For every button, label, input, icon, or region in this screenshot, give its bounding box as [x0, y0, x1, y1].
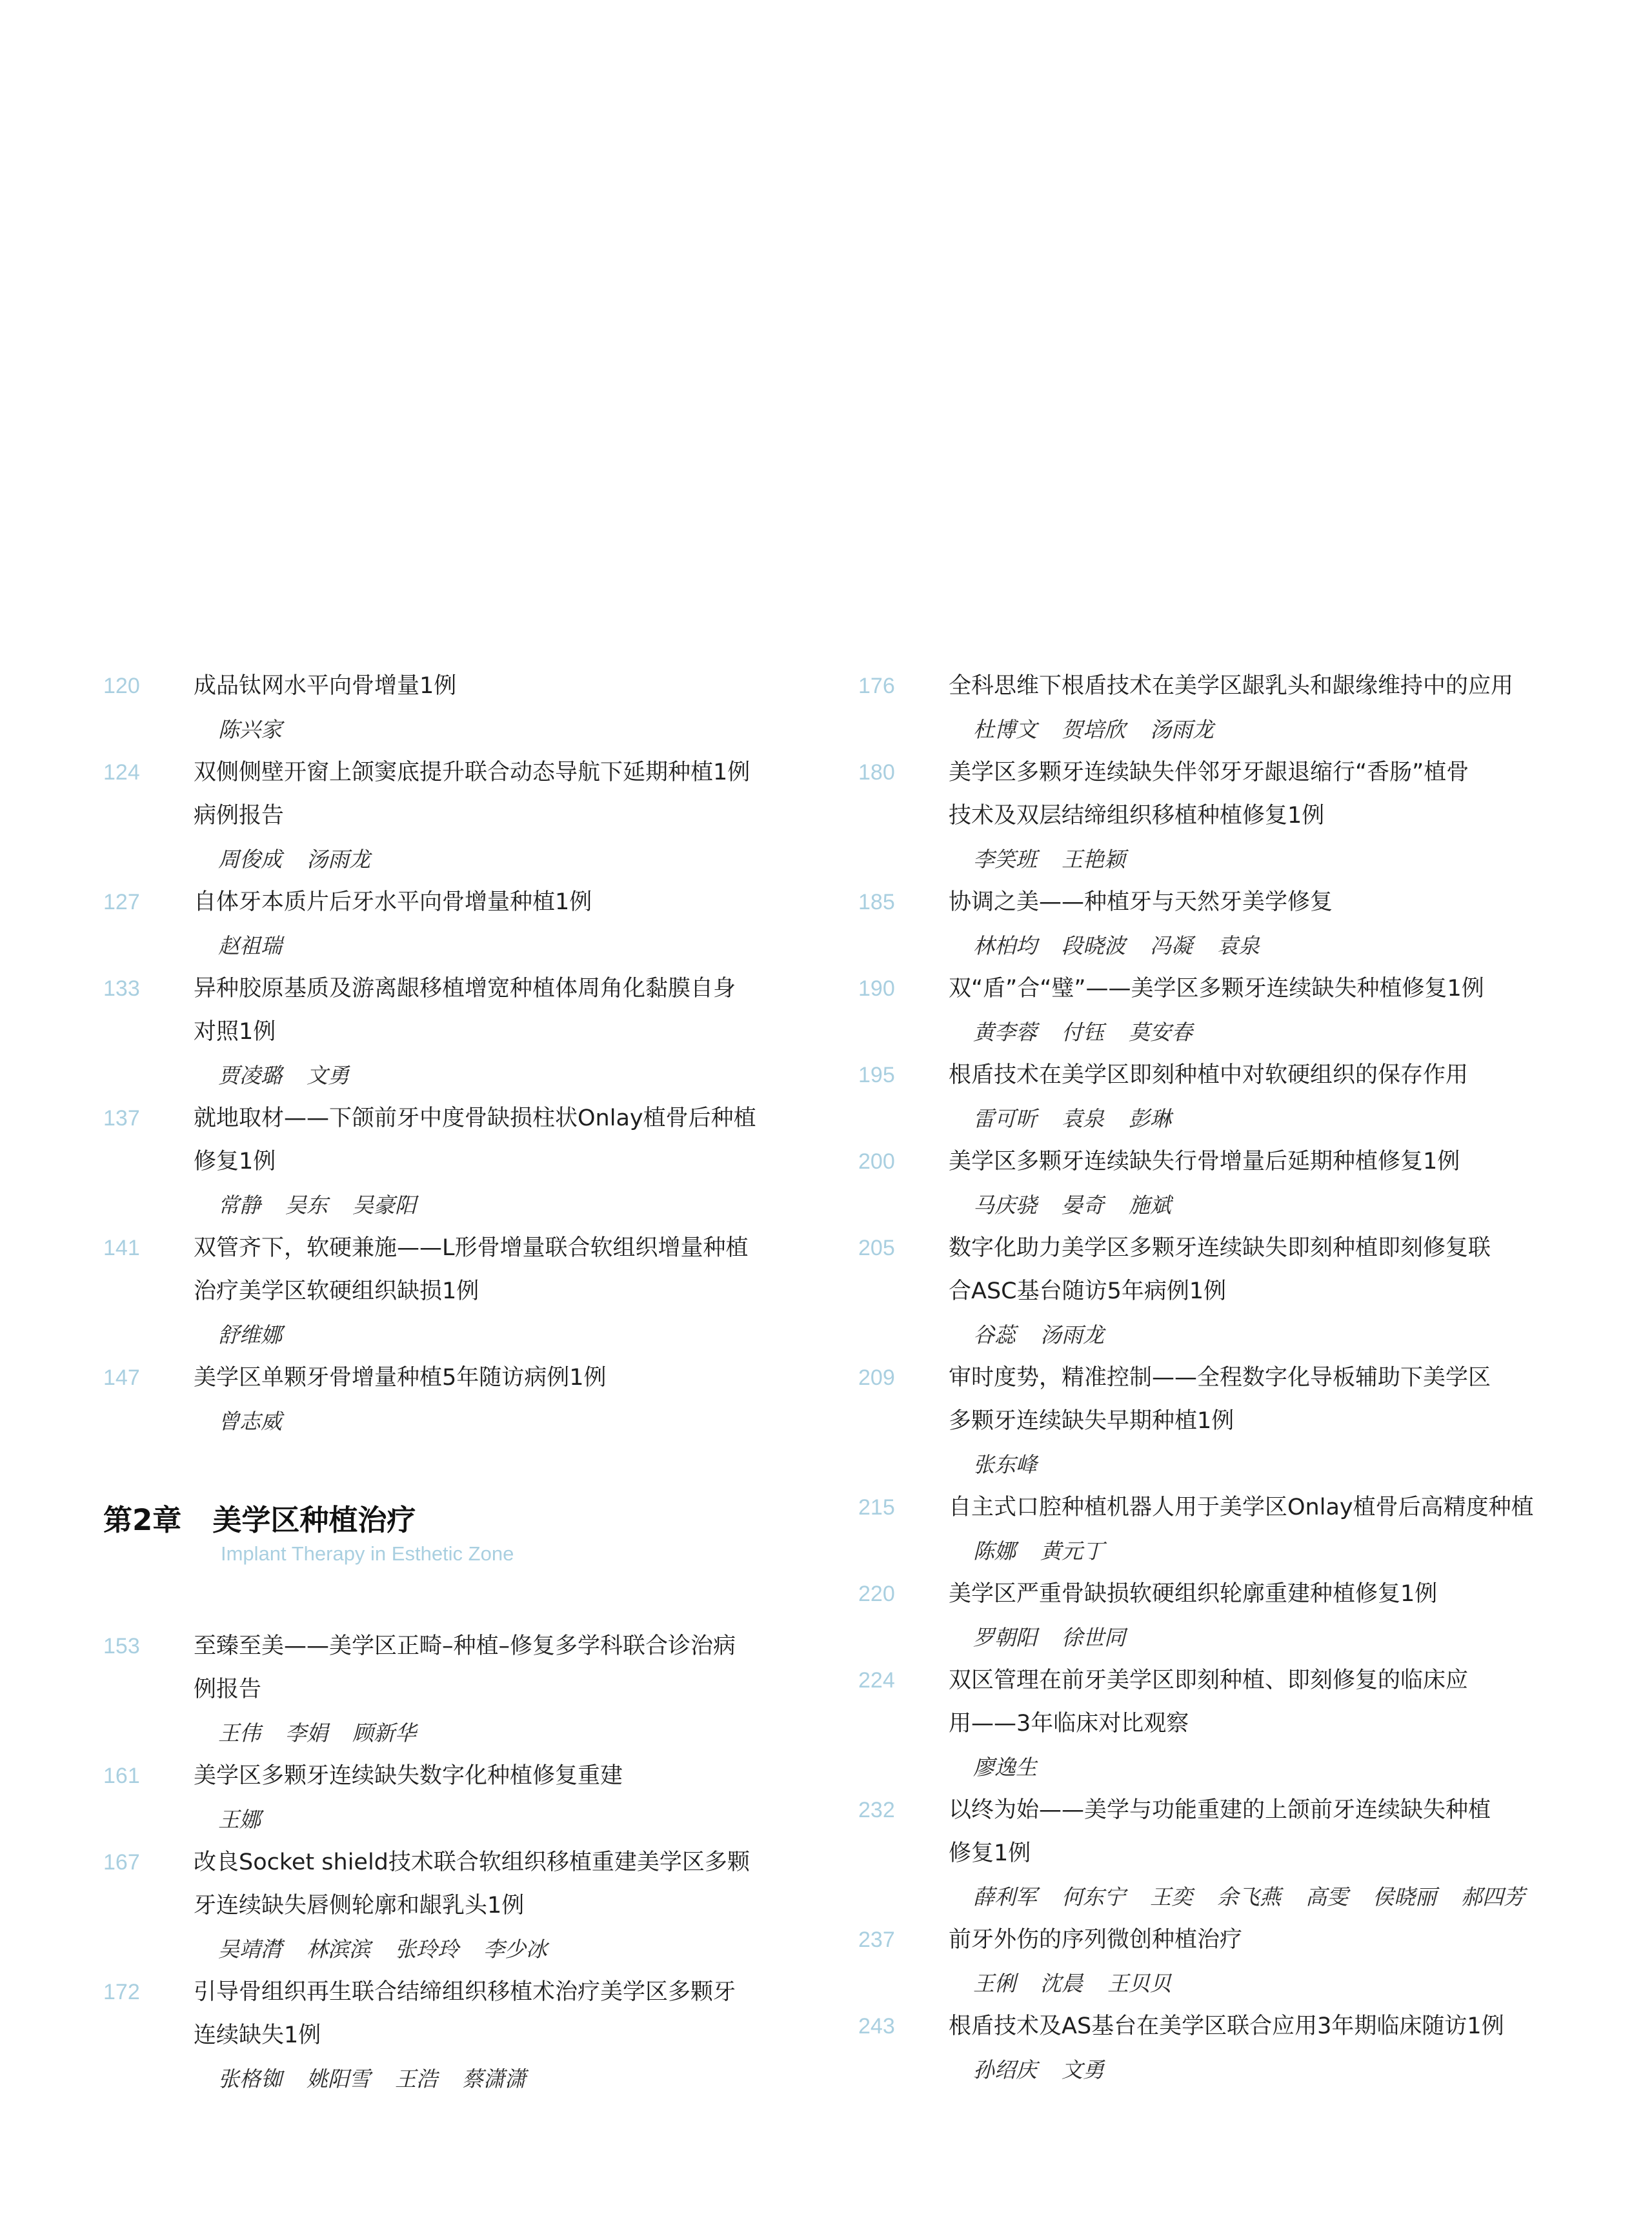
- author-name: 谷蕊: [973, 1322, 1016, 1347]
- entry-authors: [194, 1313, 800, 1356]
- toc-entry[interactable]: [858, 1356, 1555, 1486]
- page-number: 172: [103, 1980, 140, 2004]
- entry-title: [194, 1971, 800, 2057]
- page-number: 133: [103, 976, 140, 1001]
- entry-title-line: 自主式口腔种植机器人用于美学区Onlay植骨后高精度种植: [949, 1495, 1534, 1520]
- toc-entry[interactable]: [858, 1573, 1555, 1659]
- author-name: 张玲玲: [395, 1937, 459, 1962]
- toc-entry[interactable]: [858, 1486, 1555, 1573]
- toc-entry[interactable]: [858, 1789, 1555, 1919]
- author-name: 侯晓丽: [1373, 1884, 1436, 1909]
- entry-title-line: 双“盾”合“璧”——美学区多颗牙连续缺失种植修复1例: [949, 976, 1484, 1002]
- entry-title-line: 以终为始——美学与功能重建的上颌前牙连续缺失种植: [949, 1797, 1491, 1823]
- entry-authors: [194, 1798, 800, 1841]
- entry-title-line: 用——3年临床对比观察: [949, 1711, 1189, 1737]
- entry-title-line: 美学区严重骨缺损软硬组织轮廓重建种植修复1例: [949, 1581, 1438, 1607]
- entry-title-line: 病例报告: [194, 803, 285, 829]
- entry-title: [949, 1573, 1555, 1616]
- entry-authors: [194, 1711, 800, 1755]
- entry-authors: [194, 838, 800, 881]
- author-name: 陈兴家: [218, 717, 282, 742]
- author-name: 马庆骁: [973, 1193, 1037, 1218]
- entry-authors: [949, 1616, 1555, 1659]
- entry-title-line: 根盾技术及AS基台在美学区联合应用3年期临床随访1例: [949, 2013, 1504, 2039]
- toc-left-entries: [103, 665, 800, 1443]
- entry-title: [194, 967, 800, 1054]
- page-number: 224: [858, 1668, 895, 1693]
- toc-entry[interactable]: [103, 1227, 800, 1356]
- chapter-subtitle: Implant Therapy in Esthetic Zone: [221, 1542, 514, 1565]
- toc-entry[interactable]: [103, 1097, 800, 1227]
- author-name: 薛利军: [973, 1884, 1037, 1909]
- entry-authors: [949, 1962, 1555, 2005]
- page-number: 127: [103, 890, 140, 914]
- entry-authors: [949, 924, 1555, 967]
- author-name: 贾凌璐: [218, 1063, 282, 1088]
- author-name: 贺培欣: [1062, 717, 1125, 742]
- entry-title-line: 例报告: [194, 1677, 262, 1702]
- entry-authors: [949, 1184, 1555, 1227]
- page-number: 147: [103, 1365, 140, 1390]
- page-number: 200: [858, 1149, 895, 1174]
- entry-title-line: 引导骨组织再生联合结缔组织移植术治疗美学区多颗牙: [194, 1979, 736, 2005]
- chapter-title: 美学区种植治疗: [212, 1503, 416, 1537]
- entry-authors: [949, 1746, 1555, 1789]
- page-number: 232: [858, 1798, 895, 1822]
- author-name: 张东峰: [973, 1452, 1037, 1477]
- author-name: 廖逸生: [973, 1755, 1037, 1780]
- entry-authors: [949, 1443, 1555, 1486]
- author-name: 郝四芳: [1461, 1884, 1525, 1909]
- author-name: 孙绍庆: [973, 2057, 1037, 2082]
- entry-title-line: 美学区多颗牙连续缺失行骨增量后延期种植修复1例: [949, 1149, 1460, 1174]
- page-number: 205: [858, 1236, 895, 1260]
- entry-title-line: 数字化助力美学区多颗牙连续缺失即刻种植即刻修复联: [949, 1235, 1491, 1261]
- entry-title-line: 前牙外伤的序列微创种植治疗: [949, 1927, 1243, 1953]
- page-number: 153: [103, 1634, 140, 1658]
- author-name: 罗朝阳: [973, 1625, 1037, 1650]
- author-name: 施斌: [1129, 1193, 1171, 1218]
- toc-entry[interactable]: [858, 1659, 1555, 1789]
- author-name: 赵祖瑞: [218, 933, 282, 958]
- toc-right-column: [858, 665, 1555, 2091]
- author-name: 雷可昕: [973, 1106, 1037, 1131]
- toc-entry[interactable]: [858, 2005, 1555, 2091]
- entry-title-line: 修复1例: [949, 1840, 1031, 1866]
- toc-entry[interactable]: [103, 1755, 800, 1841]
- author-name: 文勇: [307, 1063, 349, 1088]
- entry-authors: [194, 1184, 800, 1227]
- author-name: 杜博文: [973, 717, 1037, 742]
- author-name: 徐世同: [1062, 1625, 1125, 1650]
- entry-authors: [194, 708, 800, 751]
- author-name: 舒维娜: [218, 1322, 282, 1347]
- author-name: 姚阳雪: [307, 2066, 370, 2091]
- entry-title: [949, 751, 1555, 838]
- page-number: 190: [858, 976, 895, 1001]
- page-number: 137: [103, 1106, 140, 1131]
- toc-entry[interactable]: [858, 665, 1555, 751]
- author-name: 彭琳: [1129, 1106, 1171, 1131]
- author-name: 王贝贝: [1107, 1971, 1171, 1996]
- author-name: 吴豪阳: [352, 1193, 416, 1218]
- page-number: 237: [858, 1928, 895, 1952]
- entry-authors: [194, 1928, 800, 1971]
- page-number: 220: [858, 1582, 895, 1606]
- entry-authors: [949, 1097, 1555, 1140]
- page-number: 180: [858, 760, 895, 785]
- toc-entry[interactable]: [858, 1919, 1555, 2005]
- entry-title-line: 审时度势，精准控制——全程数字化导板辅助下美学区: [949, 1365, 1491, 1391]
- entry-title: [949, 1356, 1555, 1443]
- entry-title-line: 全科思维下根盾技术在美学区龈乳头和龈缘维持中的应用: [949, 673, 1514, 699]
- author-name: 李笑班: [973, 847, 1037, 872]
- author-name: 冯凝: [1150, 933, 1193, 958]
- entry-title-line: 技术及双层结缔组织移植种植修复1例: [949, 803, 1325, 829]
- author-name: 吴东: [285, 1193, 328, 1218]
- page-number: 176: [858, 674, 895, 698]
- entry-title: [194, 665, 800, 708]
- entry-title-line: 美学区多颗牙连续缺失数字化种植修复重建: [194, 1763, 623, 1789]
- entry-title-line: 双管齐下，软硬兼施——L形骨增量联合软组织增量种植: [194, 1235, 749, 1261]
- author-name: 王娜: [218, 1807, 261, 1832]
- entry-authors: [949, 1313, 1555, 1356]
- entry-authors: [949, 1011, 1555, 1054]
- entry-title: [949, 881, 1555, 924]
- entry-title-line: 治疗美学区软硬组织缺损1例: [194, 1278, 479, 1304]
- page-number: 124: [103, 760, 140, 785]
- page-number: 161: [103, 1764, 140, 1788]
- toc-entry[interactable]: [858, 751, 1555, 881]
- toc-entry[interactable]: [858, 1227, 1555, 1356]
- author-name: 黄元丁: [1040, 1538, 1104, 1564]
- entry-title: [194, 1097, 800, 1184]
- entry-title-line: 合ASC基台随访5年病例1例: [949, 1278, 1227, 1304]
- author-name: 汤雨龙: [1040, 1322, 1104, 1347]
- author-name: 晏奇: [1062, 1193, 1104, 1218]
- entry-title: [949, 1789, 1555, 1875]
- author-name: 袁泉: [1062, 1106, 1104, 1131]
- page-number: 209: [858, 1365, 895, 1390]
- author-name: 王俐: [973, 1971, 1016, 1996]
- entry-title-line: 双区管理在前牙美学区即刻种植、即刻修复的临床应: [949, 1667, 1469, 1693]
- page-number: 120: [103, 674, 140, 698]
- entry-title-line: 改良Socket shield技术联合软组织移植重建美学区多颗: [194, 1849, 750, 1875]
- author-name: 高雯: [1305, 1884, 1348, 1909]
- page-number: 185: [858, 890, 895, 914]
- entry-title-line: 自体牙本质片后牙水平向骨增量种植1例: [194, 889, 592, 915]
- entry-title-line: 修复1例: [194, 1149, 276, 1174]
- entry-title: [949, 1486, 1555, 1529]
- entry-title: [949, 967, 1555, 1011]
- author-name: 吴靖潸: [218, 1937, 282, 1962]
- author-name: 常静: [218, 1193, 261, 1218]
- author-name: 汤雨龙: [307, 847, 370, 872]
- entry-title: [949, 1659, 1555, 1746]
- author-name: 林滨滨: [307, 1937, 370, 1962]
- entry-title-line: 牙连续缺失唇侧轮廓和龈乳头1例: [194, 1893, 525, 1919]
- entry-authors: [949, 838, 1555, 881]
- entry-title-line: 成品钛网水平向骨增量1例: [194, 673, 457, 699]
- author-name: 李少冰: [483, 1937, 547, 1962]
- author-name: 付钰: [1062, 1020, 1104, 1045]
- toc-entry[interactable]: [103, 967, 800, 1097]
- page-number: 167: [103, 1850, 140, 1875]
- page-number: 215: [858, 1495, 895, 1520]
- author-name: 陈娜: [973, 1538, 1016, 1564]
- author-name: 袁泉: [1217, 933, 1260, 958]
- entry-title: [194, 1841, 800, 1928]
- author-name: 王浩: [395, 2066, 438, 2091]
- entry-title: [194, 751, 800, 838]
- page-number: 195: [858, 1063, 895, 1087]
- toc-entry[interactable]: [103, 881, 800, 967]
- author-name: 张格铷: [218, 2066, 282, 2091]
- toc-entry[interactable]: [858, 881, 1555, 967]
- author-name: 王奕: [1150, 1884, 1193, 1909]
- author-name: 汤雨龙: [1150, 717, 1214, 742]
- toc-entry[interactable]: [858, 1140, 1555, 1227]
- entry-authors: [949, 1529, 1555, 1573]
- author-name: 李娟: [285, 1720, 328, 1746]
- entry-title: [194, 1625, 800, 1711]
- entry-authors: [194, 1400, 800, 1443]
- chapter-number: 第2章: [103, 1503, 182, 1537]
- toc-entry[interactable]: [103, 751, 800, 881]
- toc-entry[interactable]: [103, 1841, 800, 1971]
- author-name: 黄李蓉: [973, 1020, 1037, 1045]
- author-name: 蔡潇潇: [462, 2066, 526, 2091]
- toc-left-column: [103, 665, 800, 2100]
- author-name: 文勇: [1062, 2057, 1104, 2082]
- author-name: 余飞燕: [1217, 1884, 1281, 1909]
- entry-authors: [949, 708, 1555, 751]
- entry-title: [949, 2005, 1555, 2048]
- entry-title: [194, 1755, 800, 1798]
- entry-title-line: 异种胶原基质及游离龈移植增宽种植体周角化黏膜自身: [194, 976, 736, 1002]
- toc-entry[interactable]: [103, 1971, 800, 2100]
- author-name: 王伟: [218, 1720, 261, 1746]
- entry-title-line: 美学区多颗牙连续缺失伴邻牙牙龈退缩行“香肠”植骨: [949, 760, 1469, 785]
- entry-authors: [949, 1875, 1555, 1919]
- chapter-heading: [103, 1501, 800, 1568]
- entry-title: [194, 1356, 800, 1400]
- author-name: 林柏均: [973, 933, 1037, 958]
- entry-title: [194, 1227, 800, 1313]
- entry-title: [949, 1919, 1555, 1962]
- author-name: 莫安春: [1129, 1020, 1193, 1045]
- entry-authors: [194, 1054, 800, 1097]
- toc-entry[interactable]: [103, 665, 800, 751]
- page-number: 243: [858, 2014, 895, 2039]
- entry-title-line: 多颗牙连续缺失早期种植1例: [949, 1408, 1234, 1434]
- author-name: 沈晨: [1040, 1971, 1083, 1996]
- entry-title-line: 就地取材——下颌前牙中度骨缺损柱状Onlay植骨后种植: [194, 1105, 756, 1131]
- author-name: 周俊成: [218, 847, 282, 872]
- entry-title: [949, 1140, 1555, 1184]
- toc-entry[interactable]: [103, 1625, 800, 1755]
- author-name: 何东宁: [1062, 1884, 1125, 1909]
- entry-title: [949, 1227, 1555, 1313]
- entry-authors: [194, 924, 800, 967]
- author-name: 段晓波: [1062, 933, 1125, 958]
- author-name: 顾新华: [352, 1720, 416, 1746]
- entry-authors: [194, 2057, 800, 2100]
- entry-title-line: 协调之美——种植牙与天然牙美学修复: [949, 889, 1333, 915]
- entry-title: [194, 881, 800, 924]
- author-name: 曾志威: [218, 1409, 282, 1434]
- toc-entry[interactable]: [858, 967, 1555, 1054]
- entry-title: [949, 665, 1555, 708]
- toc-right-entries: [858, 665, 1555, 2091]
- toc-left-after-entries: [103, 1625, 800, 2100]
- author-name: 王艳颖: [1062, 847, 1125, 872]
- entry-authors: [949, 2048, 1555, 2091]
- entry-title-line: 根盾技术在美学区即刻种植中对软硬组织的保存作用: [949, 1062, 1469, 1088]
- entry-title-line: 美学区单颗牙骨增量种植5年随访病例1例: [194, 1365, 607, 1391]
- entry-title-line: 对照1例: [194, 1019, 276, 1045]
- page-number: 141: [103, 1236, 140, 1260]
- entry-title-line: 连续缺失1例: [194, 2022, 321, 2048]
- entry-title-line: 双侧侧壁开窗上颌窦底提升联合动态导航下延期种植1例: [194, 760, 750, 785]
- entry-title-line: 至臻至美——美学区正畸–种植–修复多学科联合诊治病: [194, 1633, 736, 1659]
- entry-title: [949, 1054, 1555, 1097]
- toc-entry[interactable]: [858, 1054, 1555, 1140]
- toc-entry[interactable]: [103, 1356, 800, 1443]
